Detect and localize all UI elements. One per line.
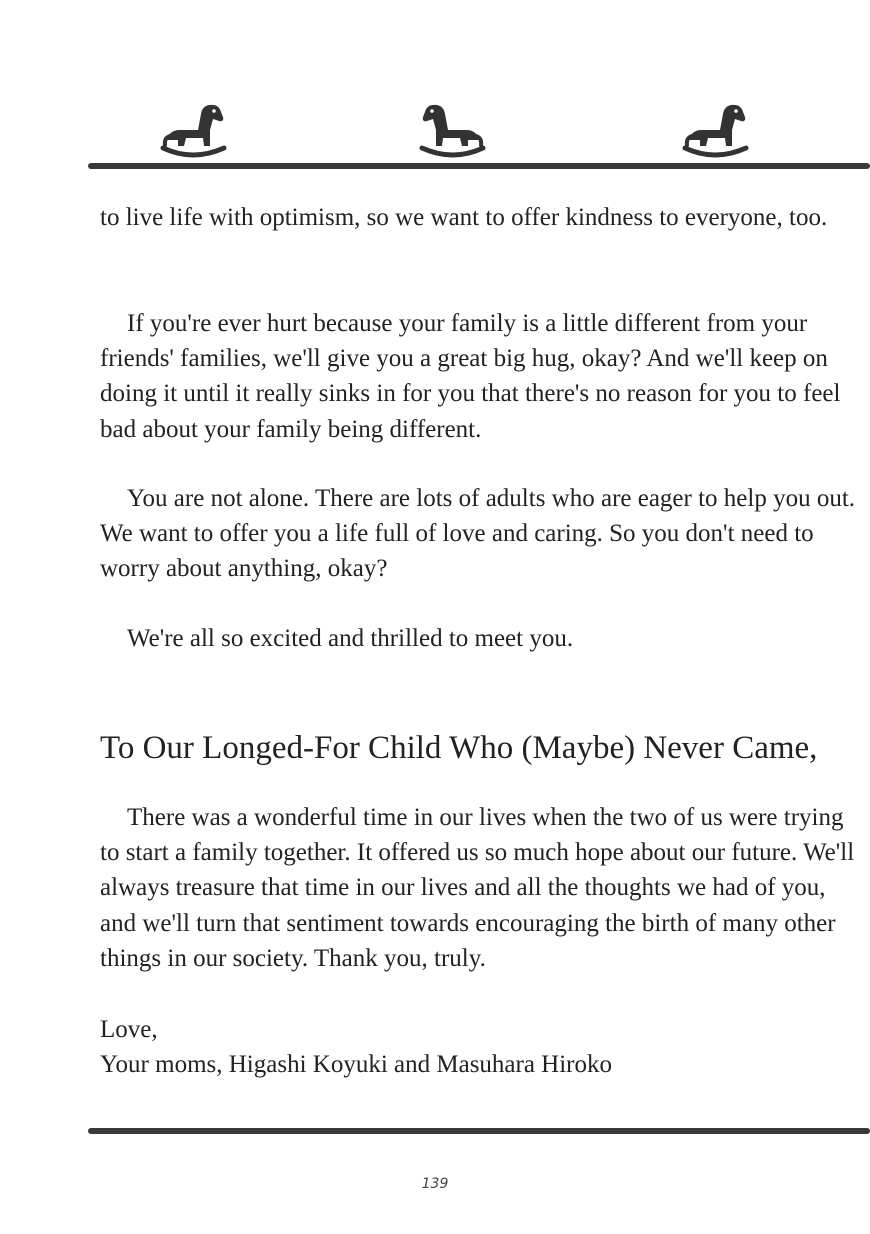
paragraph-text: You are not alone. There are lots of adults who are eager to help you out. We want to offer you a life full of love and caring. So you don't need to worry about anything, okay? — [100, 485, 856, 583]
page-number: 139 — [421, 1176, 449, 1192]
paragraph-text: We're all so excited and thrilled to meet you. — [127, 625, 574, 652]
top-divider — [88, 163, 870, 169]
body-paragraph — [100, 800, 860, 976]
body-paragraph — [100, 621, 860, 656]
letter-closing — [100, 1012, 860, 1082]
rocking-horse-icon — [158, 96, 228, 166]
rocking-horse-icon — [418, 96, 488, 166]
closing-line: Love, — [100, 1016, 158, 1043]
letter-heading: To Our Longed-For Child Who (Maybe) Never Came, — [100, 730, 818, 766]
paragraph-text: to live life with optimism, so we want to offer kindness to everyone, too. — [100, 204, 828, 231]
signature: Your moms, Higashi Koyuki and Masuhara Hiroko — [100, 1051, 613, 1079]
paragraph-text: If you're ever hurt because your family is a little different from your friends' families, we'll give you a great big hug, okay? And we'll keep on doing it until it really sinks in for you that there's no reason for you to feel bad about your family being different. — [100, 310, 841, 443]
bottom-divider — [88, 1128, 870, 1134]
body-paragraph — [100, 306, 860, 447]
body-paragraph — [100, 481, 860, 587]
paragraph-text: There was a wonderful time in our lives when the two of us were trying to start a family together. It offered us so much hope about our future. We'll always treasure that time in our lives and all the thoughts we had of you, and we'll turn that sentiment towards encouraging the birth of many other things in our society. Thank you, truly. — [100, 804, 855, 972]
rocking-horse-icon — [680, 96, 750, 166]
body-paragraph — [100, 200, 860, 235]
